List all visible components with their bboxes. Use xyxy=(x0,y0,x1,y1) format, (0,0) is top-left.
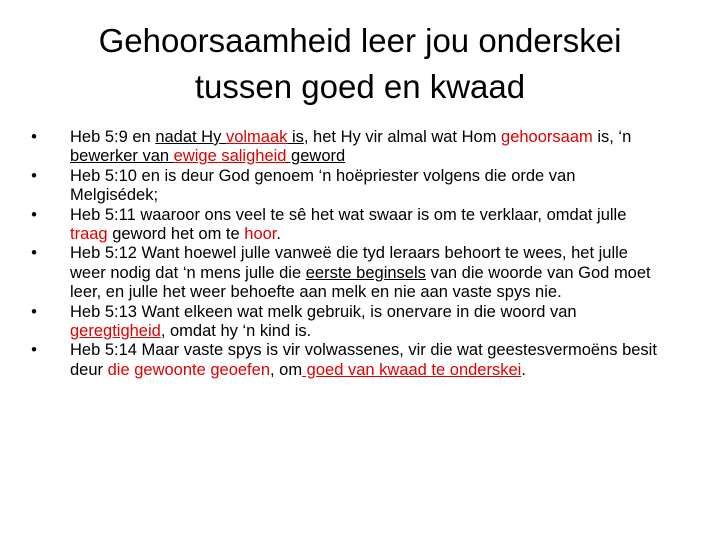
verse-text-emphasis: gehoorsaam xyxy=(501,128,593,146)
verse-list xyxy=(28,128,668,380)
verse-heb-5-12 xyxy=(28,244,668,302)
bullet-icon: • xyxy=(31,166,37,185)
verse-text-underlined: geword xyxy=(286,147,346,166)
verse-heb-5-11 xyxy=(28,206,668,245)
verse-text: , omdat hy ‘n kind is. xyxy=(160,322,312,341)
verse-text: Heb 5:13 Want elkeen wat melk gebruik, is onervare in die woord van xyxy=(70,302,577,321)
verse-text: Heb 5:10 en is deur God genoem ‘n hoëpriester volgens die orde van Melgisédek; xyxy=(70,166,576,205)
bullet-icon: • xyxy=(31,302,37,321)
verse-heb-5-13 xyxy=(28,303,668,342)
verse-text-emphasis: hoor xyxy=(244,225,277,244)
verse-text-emphasis: volmaak xyxy=(225,128,288,146)
verse-text-emphasis: goed van kwaad te onderskei xyxy=(302,360,522,379)
verse-text: Heb 5:12 Want hoewel julle vanweë die tyd leraars behoort te wees, het julle weer nodig dat ‘n mens julle die xyxy=(70,244,628,282)
verse-heb-5-10 xyxy=(28,167,668,206)
verse-text: Heb 5:11 waaroor ons veel te sê het wat swaar is om te verklaar, omdat julle xyxy=(70,205,627,224)
verse-text: . xyxy=(276,225,281,244)
title-line-1: Gehoorsaamheid leer jou onderskei xyxy=(98,22,622,59)
verse-text-emphasis: die gewoonte geoefen xyxy=(107,360,270,379)
bullet-icon: • xyxy=(31,205,37,224)
title-line-2: tussen goed en kwaad xyxy=(194,68,526,105)
verse-text: Heb 5:9 en xyxy=(70,128,156,146)
verse-text: is, ‘n xyxy=(592,128,632,146)
verse-text-emphasis: geregtigheid xyxy=(70,322,161,341)
verse-text: geword het om te xyxy=(107,225,245,244)
verse-text-underlined: nadat Hy xyxy=(155,128,226,146)
verse-heb-5-9 xyxy=(28,128,668,167)
verse-text-emphasis: ewige saligheid xyxy=(173,147,287,166)
verse-text-underlined: bewerker van xyxy=(70,147,174,166)
bullet-icon: • xyxy=(31,244,37,263)
verse-text-underlined: is xyxy=(287,128,304,146)
verse-text-emphasis: traag xyxy=(70,225,108,244)
slide-title xyxy=(60,18,660,110)
verse-text: , om xyxy=(270,360,303,379)
verse-text: . xyxy=(521,360,526,379)
verse-heb-5-14 xyxy=(28,341,668,380)
verse-text: van die woorde van God moet leer, en julle het weer behoefte aan melk en nie aan vaste spys nie. xyxy=(70,263,651,302)
bullet-icon: • xyxy=(31,128,37,146)
verse-text-underlined: eerste beginsels xyxy=(305,263,426,282)
verse-text: Heb 5:14 Maar vaste spys is vir volwassenes, vir die wat geestesvermoëns besit deur xyxy=(70,341,657,379)
bullet-icon: • xyxy=(31,341,37,360)
verse-text: , het Hy vir almal wat Hom xyxy=(303,128,502,146)
